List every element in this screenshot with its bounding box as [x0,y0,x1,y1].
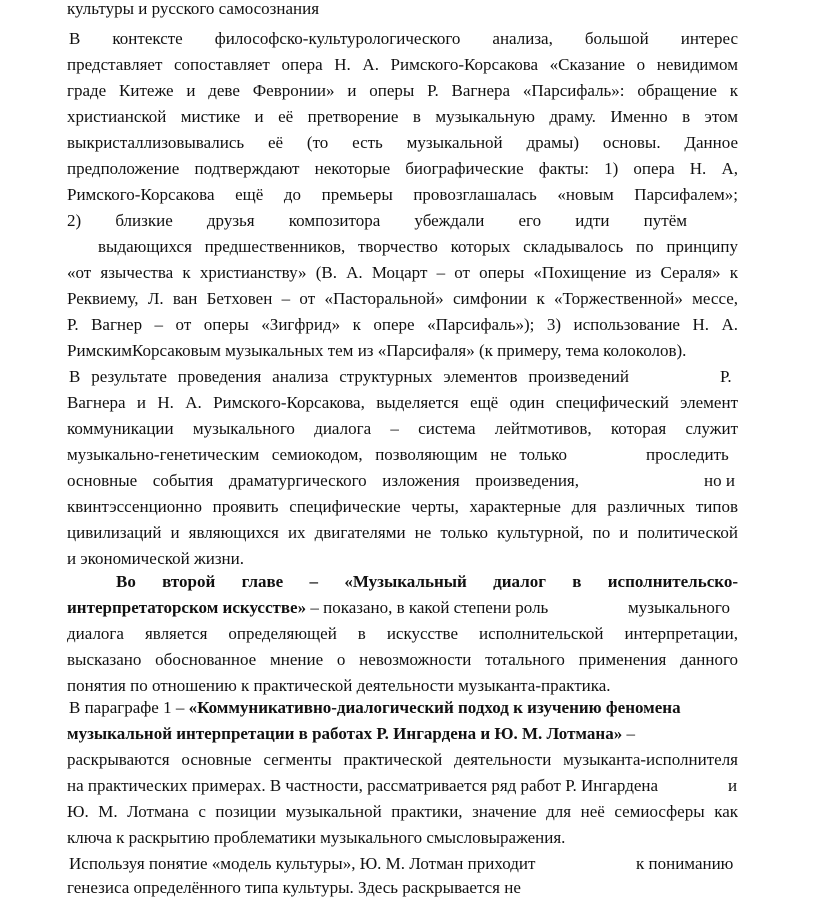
chapter-two-heading-cont: интерпретаторском искусстве» [67,598,307,617]
text-line-31: на практических примерах. В частности, рассматривается ряд работ Р. Ингардена [67,776,659,795]
text-line-13: Р. Вагнер – от оперы «Зигфрид» к опере «Парсифаль»); 3) использование Н. А. [67,315,738,334]
text-line-18-end: проследить [646,445,729,464]
text-line-34-end: к пониманию [636,854,734,873]
text-line-7: предположение подтверждают некоторые биографические факты: 1) опера Н. А, [67,159,738,178]
text-line-26: высказано обоснованное мнение о невозможности тотального применения данного [67,650,738,669]
text-line-18: музыкально-генетическим семиокодом, позволяющим не только [67,445,567,464]
text-line-8: Римского-Корсакова ещё до премьеры провозглашалась «новым Парсифалем»; [67,185,738,204]
text-line-32: Ю. М. Лотмана с позиции музыкальной практики, значение для неё семиосферы как [67,802,738,821]
text-line-10: выдающихся предшественников, творчество которых складывалось по принципу [98,237,738,256]
text-line-6: выкристаллизовывались её (то есть музыкальной драмы) основы. Данное [67,133,738,152]
text-line-15-end: Р. [720,367,732,386]
chapter-two-heading: Во второй главе – «Музыкальный диалог в исполнительско- [116,572,738,591]
text-line-21: цивилизаций и являющихся их двигателями не только культурной, по и политической [67,523,738,542]
text-line-2: В контексте философско-культурологического анализа, большой интерес [69,29,738,48]
text-line-27: понятия по отношению к практической деятельности музыканта-практика. [67,676,611,695]
text-line-24-end: музыкального [628,598,730,617]
text-line-29-dash: – [622,724,635,743]
text-line-12: Реквиему, Л. ван Бетховен – от «Пасторальной» симфонии к «Торжественной» мессе, [67,289,738,308]
text-line-14: РимскимКорсаковым музыкальных тем из «Парсифаля» (к примеру, тема колоколов). [67,341,687,360]
text-line-15: В результате проведения анализа структурных элементов произведений [69,367,629,386]
text-line-34: Используя понятие «модель культуры», Ю. М. Лотман приходит [69,854,536,873]
text-line-5: христианской мистике и её претворение в музыкальную драму. Именно в этом [67,107,738,126]
paragraph-one-heading-cont: музыкальной интерпретации в работах Р. Ингардена и Ю. М. Лотмана» [67,724,623,743]
text-line-24 [67,595,567,621]
text-line-22: и экономической жизни. [67,549,244,568]
text-line-30: раскрываются основные сегменты практической деятельности музыканта-исполнителя [67,750,738,769]
paragraph-one-heading: «Коммуникативно-диалогический подход к изучению феномена [188,698,681,717]
text-line-19-end: но и [704,471,735,490]
text-line-31-end: и [728,776,738,795]
text-line-33: ключа к раскрытию проблематики музыкального смысловыражения. [67,828,566,847]
text-line-17: коммуникации музыкального диалога – система лейтмотивов, которая служит [67,419,738,438]
paragraph-one-lead: В параграфе 1 – [69,698,189,717]
text-line-35: генезиса определённого типа культуры. Здесь раскрывается не [67,878,521,897]
text-line-24-rest: – показано, в какой степени роль [306,598,549,617]
text-line-25: диалога является определяющей в искусстве исполнительской интерпретации, [67,624,738,643]
text-line-28 [69,695,740,721]
text-line-4: граде Китеже и деве Февронии» и оперы Р. Вагнера «Парсифаль»: обращение к [67,81,738,100]
text-line-19: основные события драматургического изложения произведения, [67,471,579,490]
text-line-9: 2) близкие друзья композитора убеждали его идти путём [67,211,687,230]
text-line-1: культуры и русского самосознания [67,0,320,18]
text-line-29 [67,721,738,747]
text-line-3: представляет сопоставляет опера Н. А. Римского-Корсакова «Сказание о невидимом [67,55,738,74]
text-line-16: Вагнера и Н. А. Римского-Корсакова, выделяется ещё один специфический элемент [67,393,738,412]
text-line-20: квинтэссенционно проявить специфические черты, характерные для различных типов [67,497,738,516]
text-line-11: «от язычества к христианству» (В. А. Моцарт – от оперы «Похищение из Сераля» к [67,263,738,282]
